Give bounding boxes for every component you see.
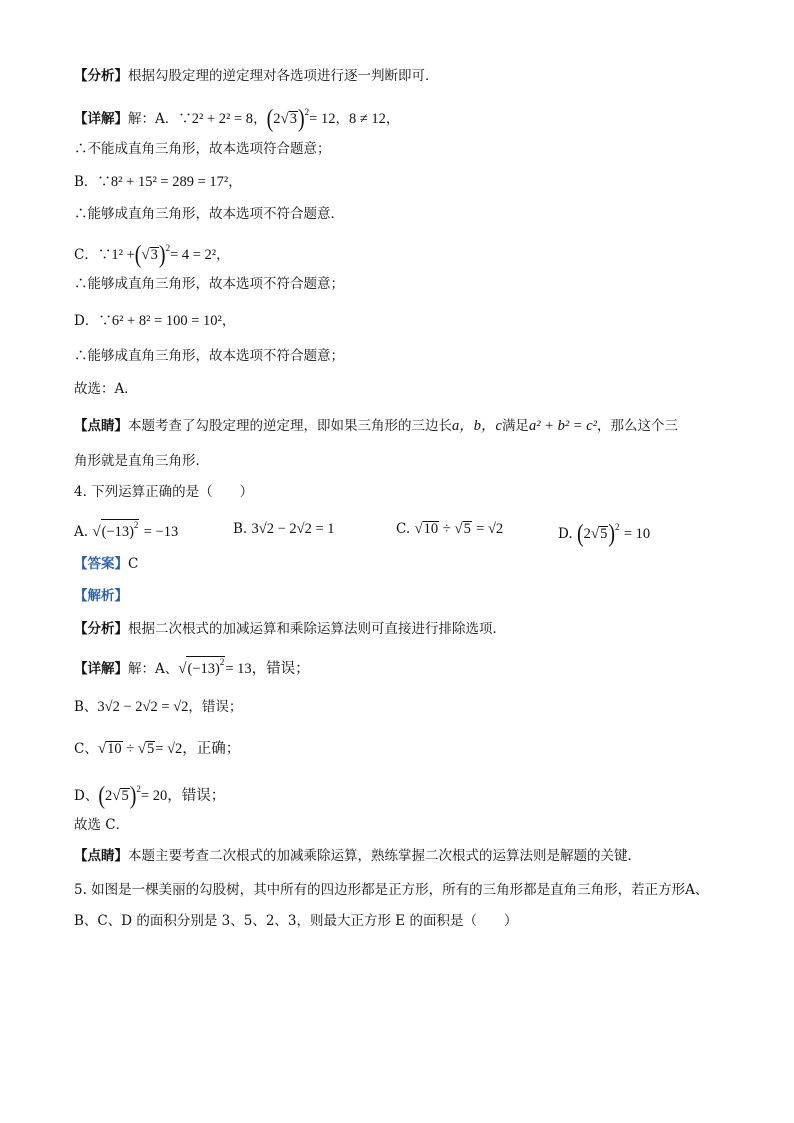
q3-b-eq: 8² + 15² = 289 = 17² bbox=[110, 174, 229, 190]
q3-detail-d-line bbox=[74, 311, 734, 331]
option-a-label: A. bbox=[74, 523, 89, 540]
q3-detail-c-line bbox=[74, 240, 734, 269]
q3-comment-vars: a，b，c bbox=[452, 418, 502, 434]
separator: ， bbox=[253, 110, 267, 127]
explain-tag: 【解析】 bbox=[74, 588, 128, 604]
option-b-expr: 3√2 − 2√2 = 1 bbox=[251, 521, 335, 537]
separator: ， bbox=[228, 174, 242, 190]
q3-a-power-expr: (2 √ 3 )$^2$ bbox=[266, 105, 310, 133]
q3-b-conclusion: ∴能够成直角三角形，故本选项不符合题意． bbox=[74, 206, 344, 222]
option-a-tail: = −13 bbox=[143, 523, 179, 540]
q4-option-a bbox=[74, 519, 178, 542]
q3-comment-line1 bbox=[74, 416, 734, 436]
option-d-tail: = 10 bbox=[623, 525, 651, 542]
q3-c-prefix: C．∵ bbox=[74, 246, 112, 263]
analysis-tag: 【分析】 bbox=[74, 621, 128, 637]
q3-comment-line2: 角形就是直角三角形． bbox=[74, 453, 209, 469]
q4-comment-line bbox=[74, 846, 734, 866]
q3-choose: 故选：A． bbox=[74, 381, 138, 397]
q5-stem-line1: 5. 如图是一棵美丽的勾股树，其中所有的四边形都是正方形，所有的三角形都是直角三角形，若正方形A、 bbox=[74, 882, 709, 898]
q4-detail-c-prefix: C、 bbox=[74, 741, 98, 757]
q4-option-d bbox=[558, 519, 651, 548]
answer-tag: 【答案】 bbox=[74, 556, 128, 572]
q3-detail-a-line bbox=[74, 104, 734, 133]
q4-explain-line bbox=[74, 586, 734, 606]
option-d-label: D. bbox=[558, 525, 573, 542]
q4-detail-a-expr: √ $(-13)^2$ bbox=[178, 657, 225, 677]
q5-stem-line2: B、C、D 的面积分别是 3、5、2、3，则最大正方形 E 的面积是（ ） bbox=[74, 913, 518, 929]
q3-detail-b-line bbox=[74, 172, 734, 192]
q4-detail-a-prefix: 解：A、 bbox=[128, 660, 179, 677]
q4-detail-d-tail: = 20，错误； bbox=[140, 787, 226, 804]
q4-answer: C bbox=[128, 556, 139, 572]
q4-detail-c-line bbox=[74, 739, 734, 759]
q4-option-d-expr: (2 √ 5 )$^2$ bbox=[576, 520, 620, 548]
q4-detail-d-prefix: D、 bbox=[74, 787, 99, 804]
comment-tag: 【点睛】 bbox=[74, 418, 128, 434]
q3-c-eq-a: 1² + bbox=[111, 246, 135, 263]
q3-analysis-text: 根据勾股定理的逆定理对各选项进行逐一判断即可． bbox=[128, 68, 439, 84]
separator: ， bbox=[221, 313, 236, 329]
q4-detail-c-tail: = √2，正确； bbox=[155, 741, 241, 757]
q4-option-a-expr: √ $(-13)^2$ bbox=[92, 520, 139, 540]
q4-comment-text: 本题主要考查二次根式的加减乘除运算，熟练掌握二次根式的运算法则是解题的关键． bbox=[128, 848, 641, 864]
q3-b-prefix: B．∵ bbox=[74, 174, 111, 190]
q3-analysis-line bbox=[74, 66, 734, 86]
q4-option-c-expr: √ 10 ÷ √ 5 bbox=[414, 521, 471, 537]
q3-a-conclusion: ∴不能成直角三角形，故本选项符合题意； bbox=[74, 141, 331, 157]
q4-detail-a-line bbox=[74, 656, 734, 679]
q4-answer-line bbox=[74, 554, 734, 574]
q4-analysis-line bbox=[74, 619, 734, 639]
comment-tag: 【点睛】 bbox=[74, 848, 128, 864]
separator: ， bbox=[216, 246, 230, 263]
q3-comment-text-b: 满足 bbox=[501, 418, 529, 434]
q3-a-eq1: 2² + 2² = 8 bbox=[191, 110, 254, 127]
q4-stem: 4. 下列运算正确的是（ ） bbox=[74, 484, 254, 500]
q3-a-eq3: 8 ≠ 12 bbox=[348, 110, 386, 127]
detail-tag: 【详解】 bbox=[74, 660, 128, 677]
q3-comment-formula: a² + b² = c² bbox=[528, 418, 597, 434]
q4-detail-d-expr: (2 √ 5 )$^2$ bbox=[98, 782, 141, 810]
analysis-tag: 【分析】 bbox=[74, 68, 128, 84]
separator: ， bbox=[335, 110, 349, 127]
q3-d-conclusion: ∴能够成直角三角形，故本选项不符合题意； bbox=[74, 348, 344, 364]
option-c-tail: = √2 bbox=[476, 521, 504, 537]
q4-choose: 故选 C． bbox=[74, 817, 130, 833]
separator: ， bbox=[385, 110, 400, 127]
q3-c-power-expr: ( √ 3 )$^2$ bbox=[134, 241, 171, 269]
q3-c-eq-b: = 4 = 2² bbox=[170, 246, 217, 263]
q4-detail-b-line bbox=[74, 697, 734, 717]
q4-detail-d-line bbox=[74, 781, 734, 810]
q4-option-b bbox=[233, 519, 335, 539]
q4-detail-c-expr: √ 10 ÷ √ 5 bbox=[97, 741, 155, 757]
q3-a-eq2: = 12 bbox=[309, 110, 336, 127]
q3-c-conclusion: ∴能够成直角三角形，故本选项不符合题意； bbox=[74, 276, 344, 292]
q3-comment-text-c: ，那么这个三 bbox=[596, 418, 678, 434]
q3-d-eq: 6² + 8² = 100 = 10² bbox=[111, 313, 222, 329]
option-c-label: C. bbox=[396, 521, 411, 537]
q3-comment-text-a: 本题考查了勾股定理的逆定理，即如果三角形的三边长 bbox=[128, 418, 452, 434]
q4-option-c bbox=[396, 519, 503, 539]
q4-detail-a-tail: = 13，错误； bbox=[225, 660, 310, 677]
q4-detail-b-prefix: B、 bbox=[74, 699, 98, 715]
q3-detail-a-prefix: 解：A．∵ bbox=[128, 110, 192, 127]
q3-d-prefix: D．∵ bbox=[74, 313, 112, 329]
option-b-label: B. bbox=[233, 521, 248, 537]
detail-tag: 【详解】 bbox=[74, 110, 128, 127]
q4-analysis-text: 根据二次根式的加减运算和乘除运算法则可直接进行排除选项． bbox=[128, 621, 506, 637]
q4-detail-b-eq: 3√2 − 2√2 = √2 bbox=[97, 699, 189, 715]
q4-detail-b-tail: ，错误； bbox=[188, 699, 243, 715]
